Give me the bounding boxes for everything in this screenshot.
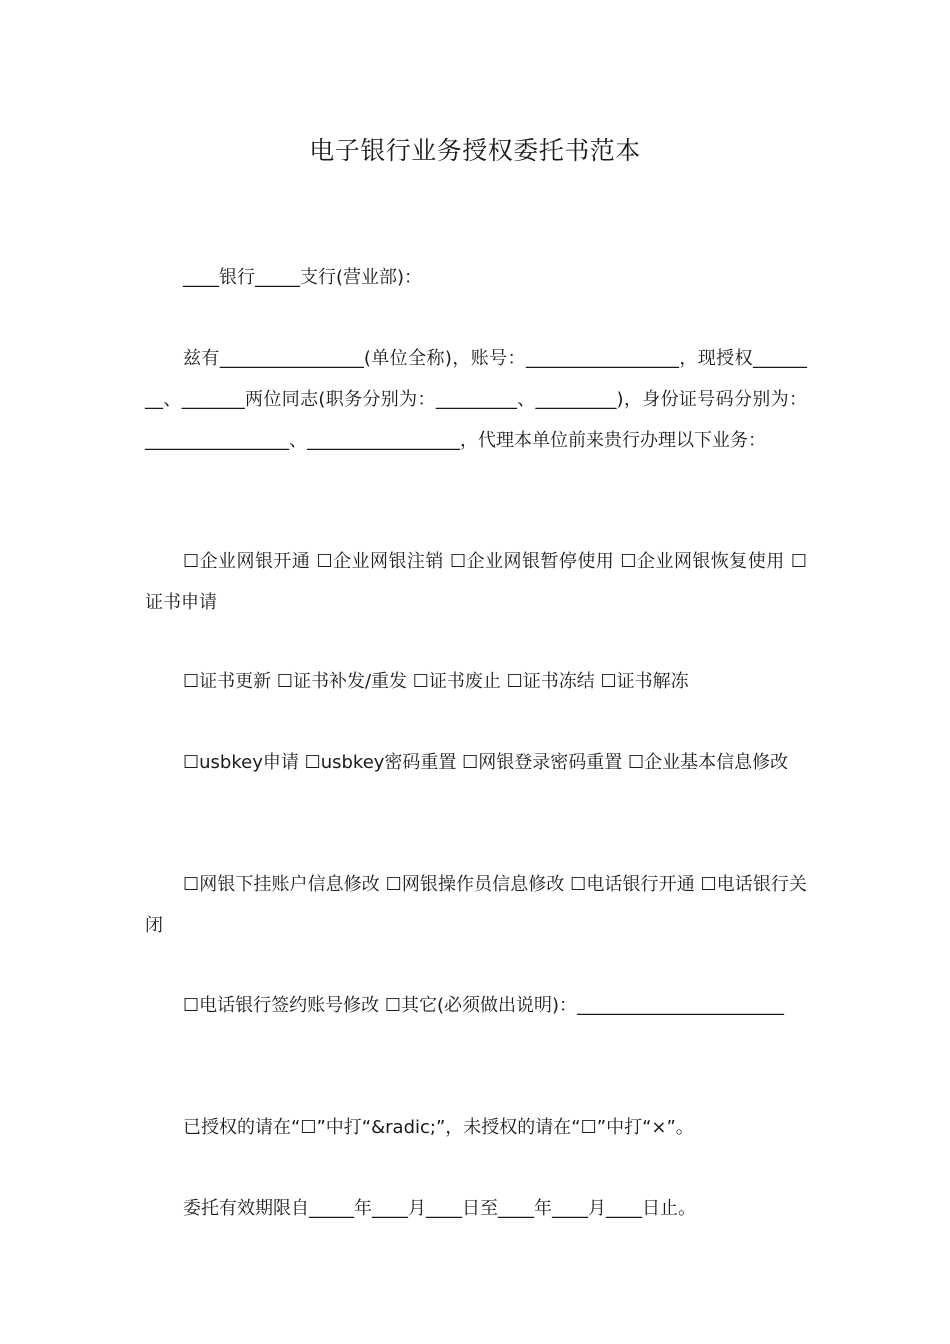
business-options-row-1: ☐企业网银开通 ☐企业网银注销 ☐企业网银暂停使用 ☐企业网银恢复使用 ☐证书申请 [145, 551, 807, 613]
addressee-line: ____银行_____支行(营业部)： [183, 267, 423, 288]
validity-period-line: 委托有效期限自_____年____月____日至____年____月____日止。 [183, 1198, 696, 1219]
business-options-row-5: ☐电话银行签约账号修改 ☐其它(必须做出说明)：_______________________ [183, 995, 785, 1016]
checkbox-instruction: 已授权的请在“☐”中打“&radic;”，未授权的请在“☐”中打“×”。 [183, 1117, 694, 1138]
document-title: 电子银行业务授权委托书范本 [309, 136, 641, 165]
business-options-row-4: ☐网银下挂账户信息修改 ☐网银操作员信息修改 ☐电话银行开通 ☐电话银行关闭 [145, 874, 807, 936]
business-options-row-3: ☐usbkey申请 ☐usbkey密码重置 ☐网银登录密码重置 ☐企业基本信息修改 [183, 752, 789, 773]
authorization-paragraph: 兹有________________(单位全称)，账号：_________________，现授权________、_______两位同志(职务分别为：_________、_________)，身份证号码分别为：________________、_________________，代理本单位前来贵行办理以下业务： [145, 348, 807, 451]
business-options-row-2: ☐证书更新 ☐证书补发/重发 ☐证书废止 ☐证书冻结 ☐证书解冻 [183, 671, 689, 692]
